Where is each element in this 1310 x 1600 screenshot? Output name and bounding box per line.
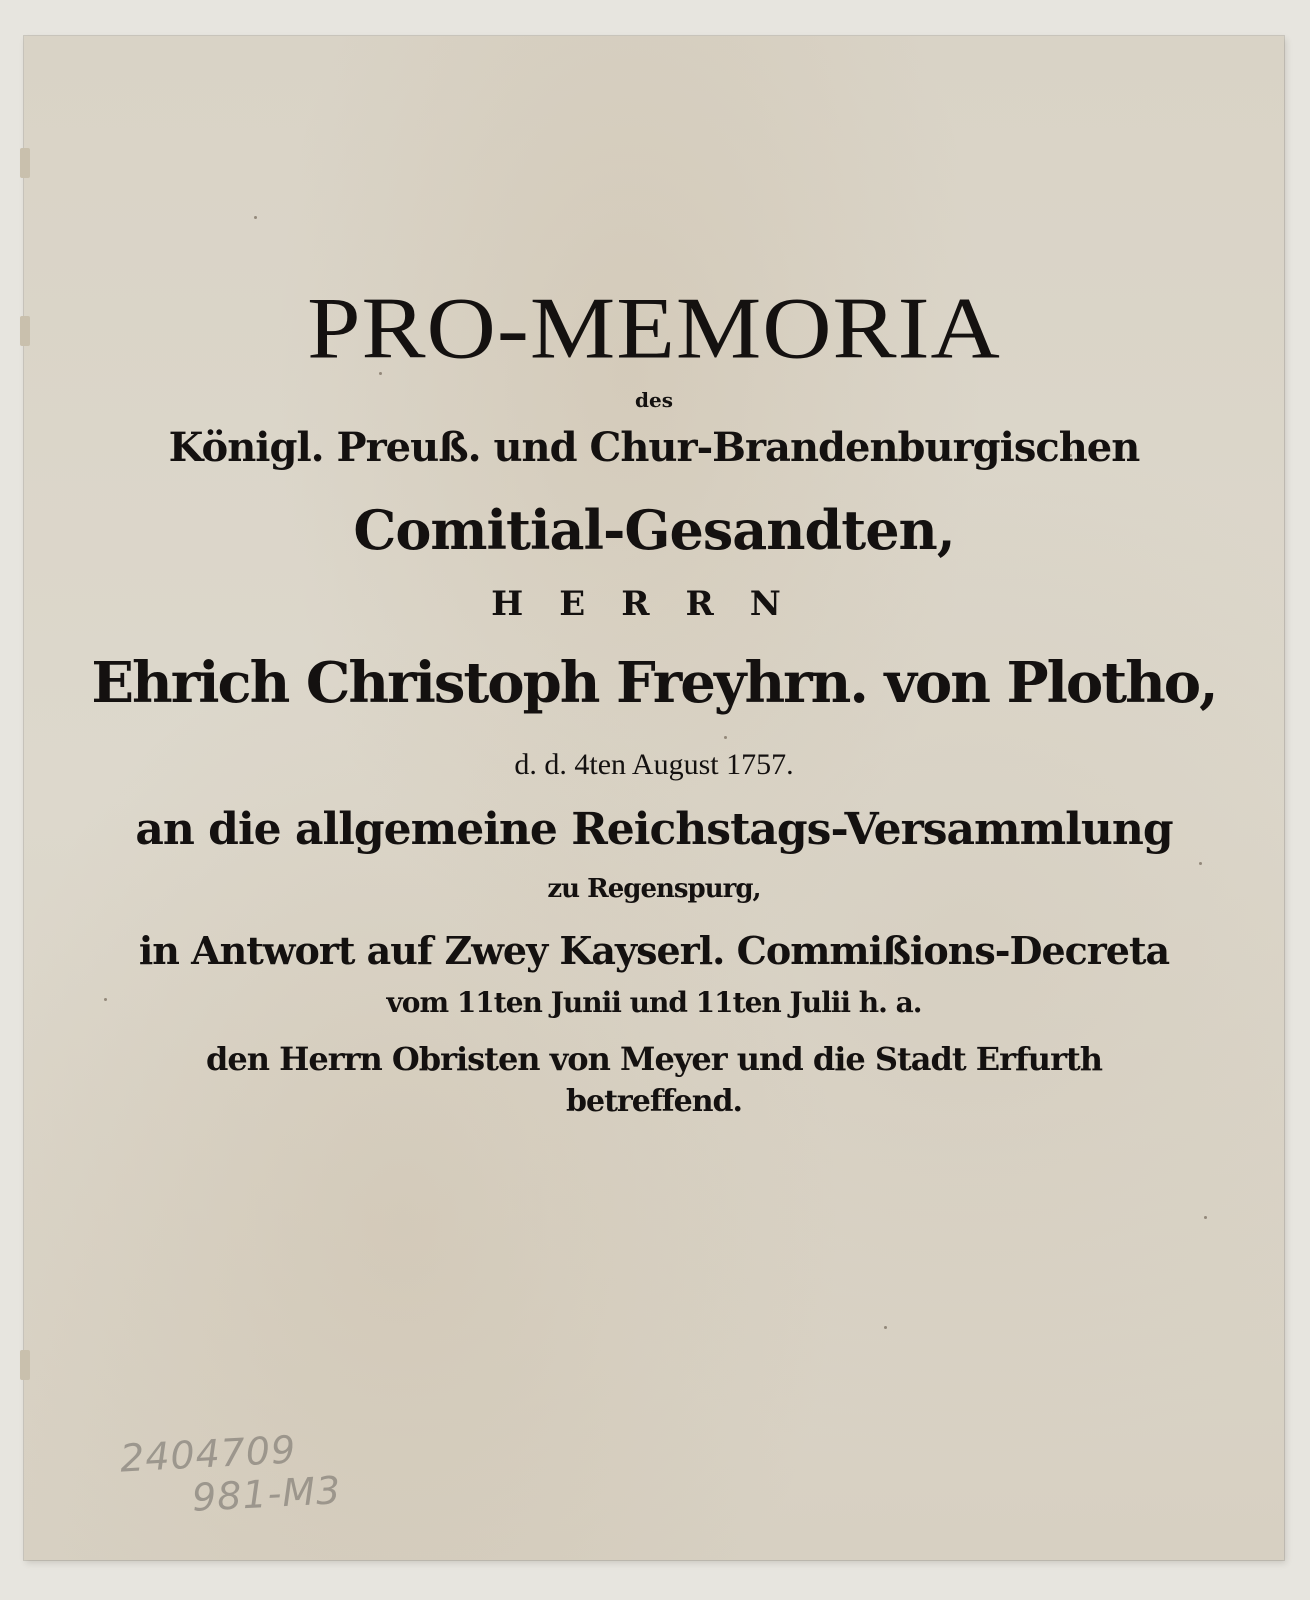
line-betreffend: betreffend.: [566, 1084, 742, 1119]
paper-speck: [884, 1326, 887, 1329]
paper-speck: [1199, 862, 1202, 865]
line-reichstag: an die allgemeine Reichstags-Versammlung: [135, 804, 1173, 855]
line-antwort: in Antwort auf Zwey Kayserl. Commißions-Decreta: [138, 928, 1170, 973]
document-title: PRO-MEMORIA: [307, 278, 1001, 377]
line-regenspurg: zu Regenspurg,: [547, 874, 761, 904]
pencil-annotation: 2404709: [118, 1427, 298, 1481]
paper-tear: [20, 316, 30, 346]
line-comitial: Comitial-Gesandten,: [353, 498, 955, 562]
paper-tear: [20, 1350, 30, 1380]
line-herrn: HERRN: [491, 584, 817, 624]
paper-speck: [1204, 1216, 1207, 1219]
line-vom: vom 11ten Junii und 11ten Julii h. a.: [386, 986, 922, 1019]
paper-speck: [254, 216, 257, 219]
pencil-annotation: 981-M3: [190, 1468, 343, 1520]
line-koenigl: Königl. Preuß. und Chur-Brandenburgischen: [168, 424, 1140, 471]
line-name: Ehrich Christoph Freyhrn. von Plotho,: [91, 650, 1217, 716]
paper-speck: [724, 736, 727, 739]
line-date: d. d. 4ten August 1757.: [514, 748, 794, 781]
paper-tear: [20, 148, 30, 178]
line-herren: den Herrn Obristen von Meyer und die Stadt Erfurth: [206, 1040, 1102, 1078]
document-page: [24, 36, 1284, 1560]
line-des: des: [635, 388, 673, 412]
